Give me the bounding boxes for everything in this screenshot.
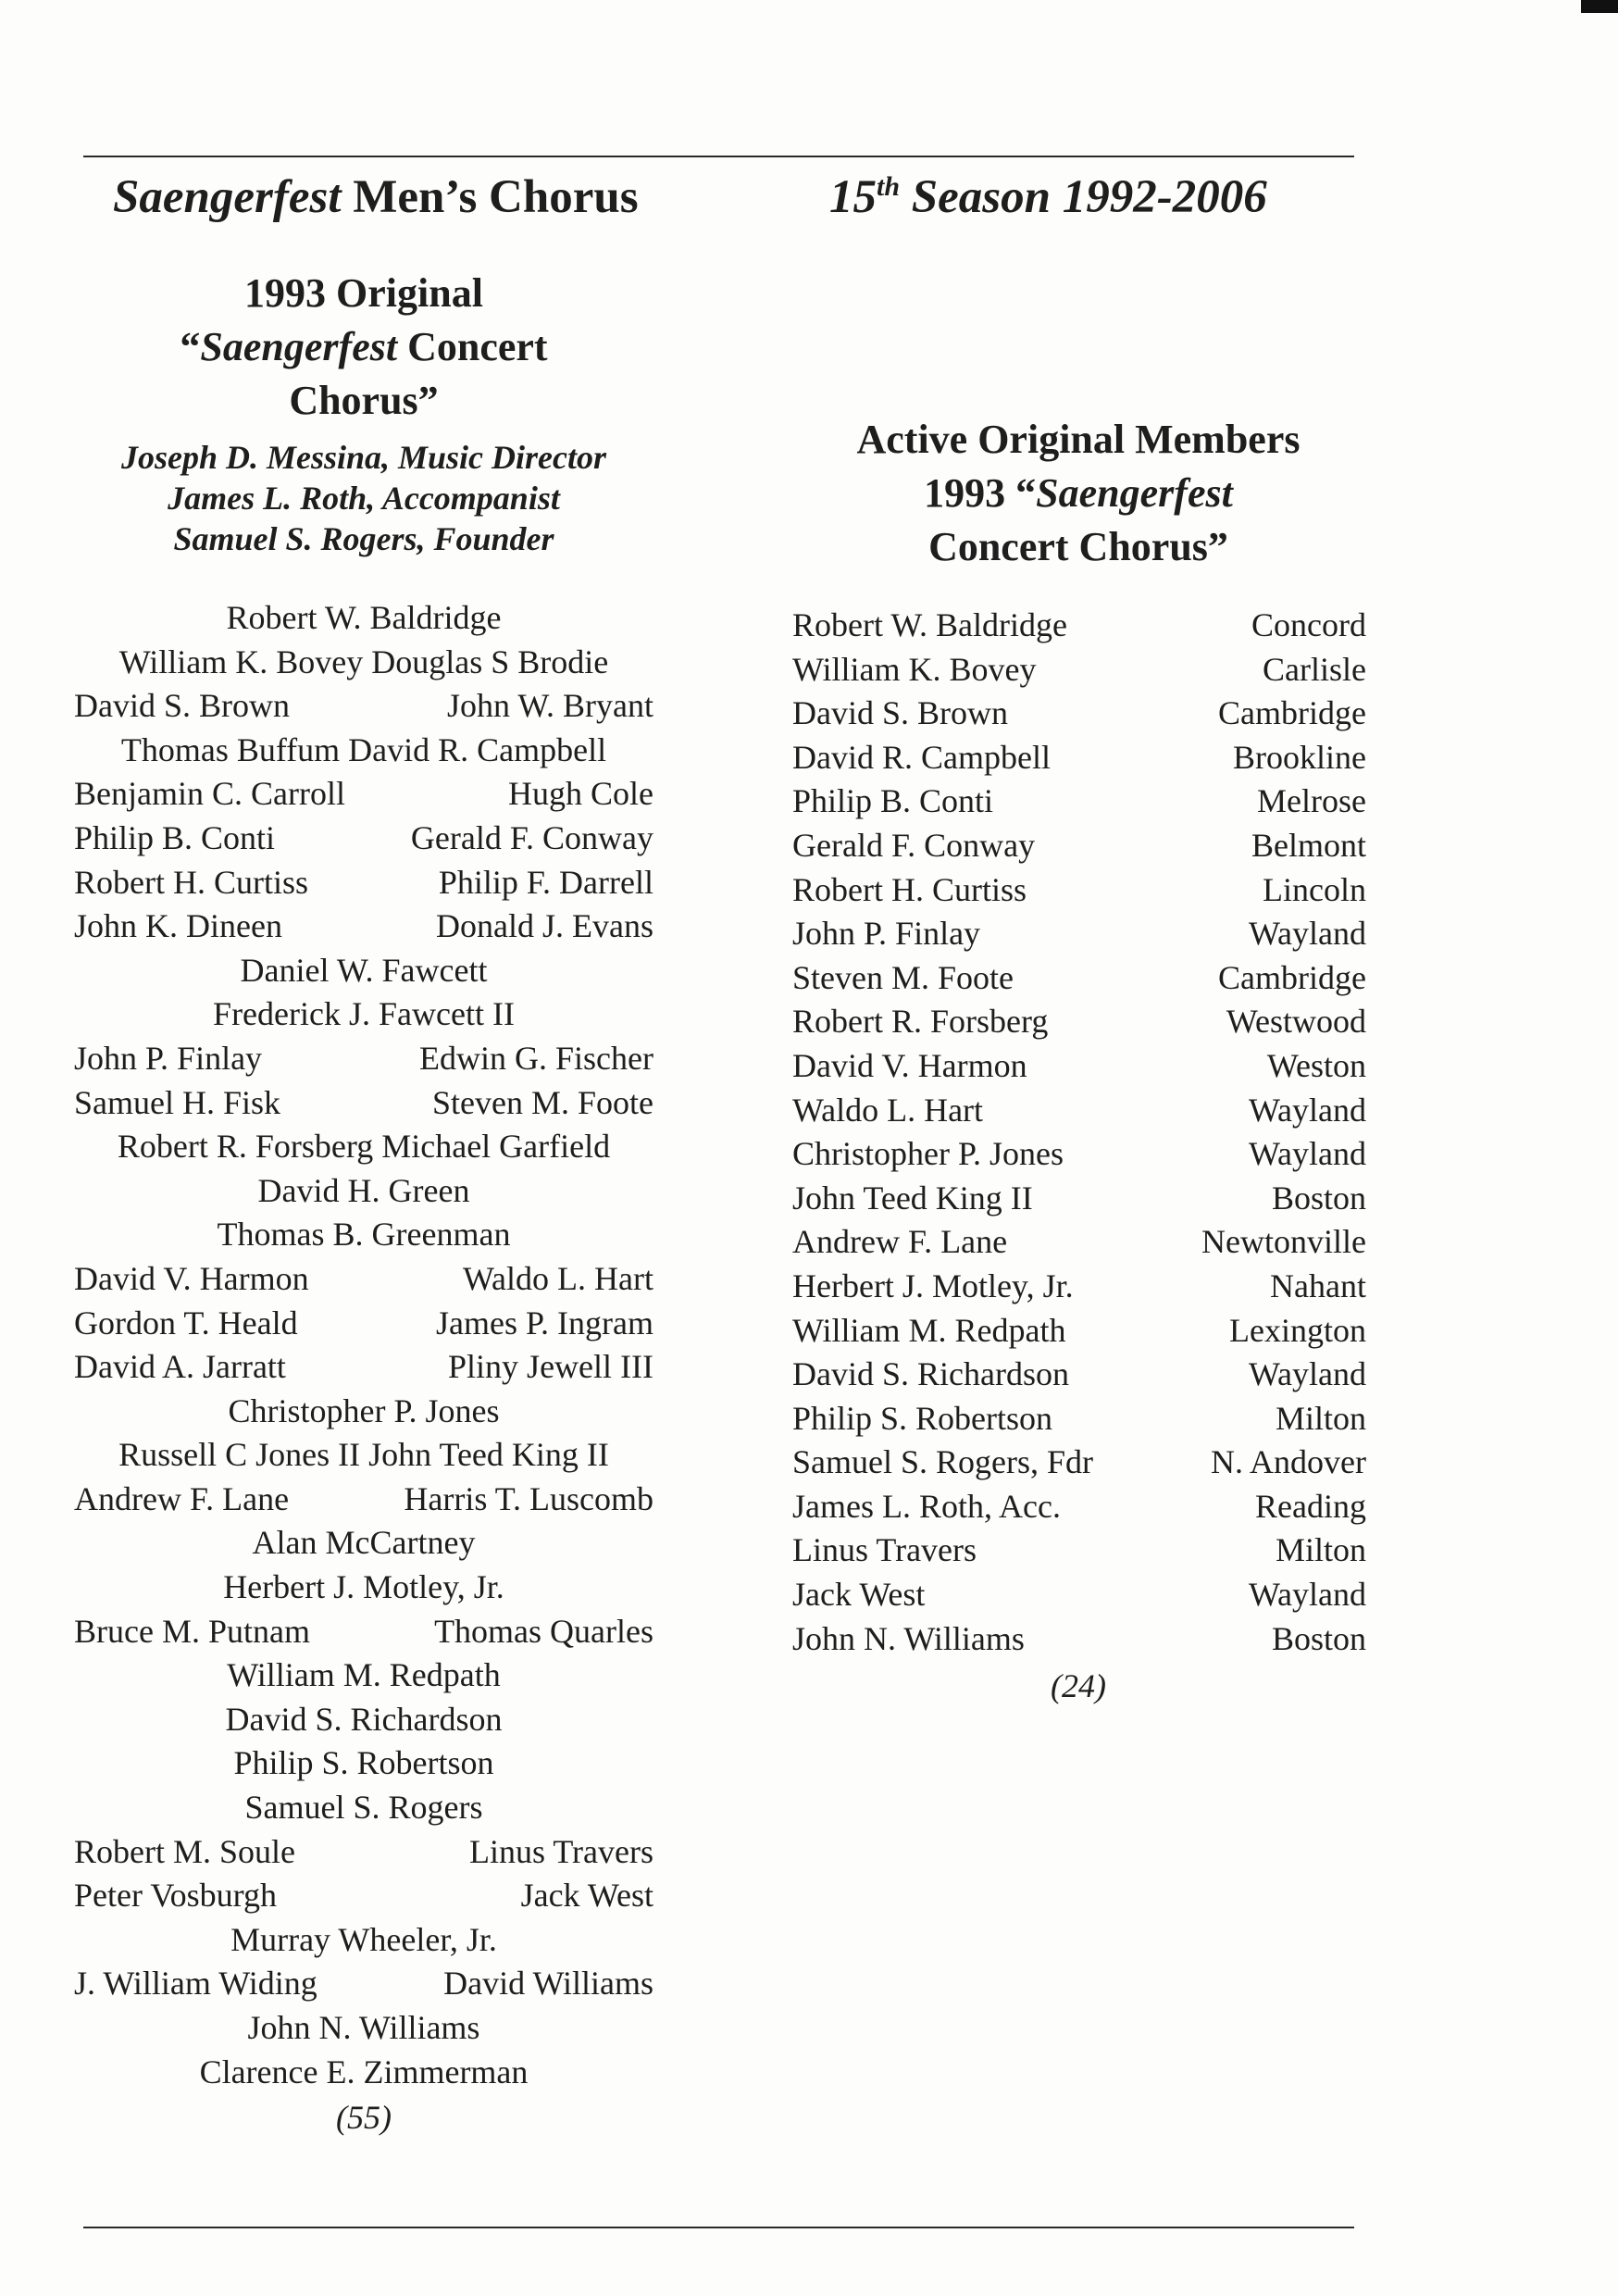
member-town: N. Andover — [1211, 1443, 1366, 1481]
member-name: Thomas Quarles — [434, 1612, 653, 1650]
title-line-2-open: “ — [180, 324, 201, 369]
original-chorus-column — [72, 267, 655, 2140]
member-name: Steven M. Foote — [792, 958, 1014, 996]
season-label — [829, 165, 1267, 230]
member-name: John Teed King II — [792, 1179, 1033, 1217]
roster-row — [72, 1390, 655, 1434]
member-name: William M. Redpath — [227, 1656, 501, 1694]
member-town: Milton — [1275, 1531, 1366, 1569]
active-member-row — [792, 1397, 1366, 1441]
member-name: Gordon T. Heald — [74, 1304, 298, 1341]
member-name: David Williams — [443, 1965, 653, 2003]
member-name: John P. Finlay — [74, 1039, 263, 1077]
bottom-rule — [83, 2227, 1354, 2228]
member-town: Lexington — [1229, 1311, 1366, 1349]
active-member-row — [792, 1309, 1366, 1354]
music-director: Joseph D. Messina, Music Director — [120, 439, 607, 476]
member-name: Robert R. Forsberg Michael Garfield — [117, 1128, 611, 1166]
active-members-column — [787, 413, 1370, 1709]
roster-row — [72, 1698, 655, 1742]
member-town: Nahant — [1270, 1267, 1366, 1304]
active-member-row — [792, 692, 1366, 736]
member-name: Philip S. Robertson — [233, 1744, 494, 1782]
member-name: Waldo L. Hart — [462, 1259, 653, 1297]
roster-row — [72, 1081, 655, 1126]
member-town: Wayland — [1248, 1091, 1366, 1129]
active-member-count: (24) — [1051, 1667, 1106, 1705]
roster-row — [72, 1037, 655, 1081]
member-town: Concord — [1251, 606, 1366, 643]
original-member-list — [72, 596, 655, 2094]
member-town: Boston — [1271, 1619, 1366, 1657]
member-town: Westwood — [1226, 1003, 1366, 1041]
member-town: Carlisle — [1263, 650, 1366, 688]
roster-row — [72, 1213, 655, 1257]
member-name: Herbert J. Motley, Jr. — [223, 1568, 504, 1606]
founder: Samuel S. Rogers, Founder — [173, 520, 554, 557]
original-member-count: (55) — [336, 2099, 392, 2137]
member-town: Cambridge — [1218, 958, 1366, 996]
member-name: Andrew F. Lane — [792, 1223, 1008, 1261]
member-name: Steven M. Foote — [432, 1083, 653, 1121]
member-name: Robert M. Soule — [74, 1832, 295, 1870]
member-town: Reading — [1255, 1487, 1366, 1525]
member-name: Jack West — [792, 1576, 926, 1614]
roster-row — [72, 861, 655, 905]
member-name: David A. Jarratt — [74, 1348, 286, 1386]
member-town: Boston — [1271, 1179, 1366, 1217]
active-member-row — [792, 1177, 1366, 1221]
active-member-row — [792, 956, 1366, 1001]
member-name: Clarence E. Zimmerman — [199, 2053, 529, 2090]
roster-row — [72, 2006, 655, 2051]
active-members-title — [787, 413, 1370, 574]
page-header — [83, 165, 1354, 239]
active-member-row — [792, 604, 1366, 648]
roster-row — [72, 1741, 655, 1786]
member-name: Robert W. Baldridge — [226, 599, 502, 636]
title-line-2 — [72, 320, 655, 374]
member-name: Andrew F. Lane — [74, 1479, 290, 1517]
member-name: Gerald F. Conway — [792, 826, 1036, 864]
member-name: Linus Travers — [468, 1832, 653, 1870]
season-rest: Season 1992-2006 — [900, 171, 1267, 223]
member-name: William M. Redpath — [792, 1311, 1066, 1349]
member-name: Robert H. Curtiss — [792, 870, 1027, 908]
title-line-3: Chorus” — [289, 378, 439, 423]
roster-row — [72, 1918, 655, 1963]
member-name: Jack West — [520, 1877, 653, 1915]
member-name: John N. Williams — [247, 2009, 480, 2046]
member-name: John K. Dineen — [74, 907, 282, 945]
active-title-line-2-pre: 1993 “ — [924, 470, 1037, 516]
member-name: David V. Harmon — [792, 1046, 1027, 1084]
member-name: William K. Bovey Douglas S Brodie — [118, 643, 609, 680]
active-member-row — [792, 1089, 1366, 1133]
roster-row — [72, 817, 655, 861]
member-town: Lincoln — [1263, 870, 1366, 908]
member-name: Christopher P. Jones — [228, 1391, 500, 1429]
roster-row — [72, 729, 655, 773]
member-name: Pliny Jewell III — [448, 1348, 653, 1386]
member-name: Hugh Cole — [508, 775, 653, 813]
scan-edge-mark — [1581, 0, 1618, 13]
active-title-line-2 — [787, 467, 1370, 520]
member-name: David R. Campbell — [792, 738, 1051, 776]
roster-row — [72, 772, 655, 817]
member-name: Philip B. Conti — [792, 782, 994, 820]
roster-row — [72, 1302, 655, 1346]
member-name: Herbert J. Motley, Jr. — [792, 1267, 1074, 1304]
roster-row — [72, 1653, 655, 1698]
roster-row — [72, 641, 655, 685]
roster-row — [72, 596, 655, 641]
active-title-line-1: Active Original Members — [856, 417, 1301, 462]
member-name: Waldo L. Hart — [792, 1091, 984, 1129]
member-name: Samuel S. Rogers, Fdr — [792, 1443, 1094, 1481]
active-member-row — [792, 1132, 1366, 1177]
member-name: Robert H. Curtiss — [74, 863, 309, 901]
active-member-row — [792, 1441, 1366, 1485]
roster-row — [72, 1786, 655, 1830]
roster-row — [72, 1874, 655, 1918]
member-name: Frederick J. Fawcett II — [213, 995, 515, 1033]
active-member-row — [792, 648, 1366, 693]
member-name: Samuel S. Rogers — [244, 1789, 483, 1827]
active-member-row — [792, 1353, 1366, 1397]
original-chorus-title — [72, 267, 655, 428]
member-name: David S. Richardson — [225, 1700, 503, 1738]
member-town: Wayland — [1248, 915, 1366, 953]
member-town: Belmont — [1251, 826, 1366, 864]
member-name: James L. Roth, Acc. — [792, 1487, 1061, 1525]
active-title-line-2-italic: Saengerfest — [1036, 470, 1233, 516]
roster-row — [72, 2051, 655, 2095]
member-name: James P. Ingram — [436, 1304, 653, 1341]
active-member-row — [792, 1529, 1366, 1573]
roster-row — [72, 1521, 655, 1566]
member-name: Thomas Buffum David R. Campbell — [120, 730, 607, 768]
member-name: Philip S. Robertson — [792, 1399, 1053, 1437]
active-member-row — [792, 1265, 1366, 1309]
member-town: Wayland — [1248, 1576, 1366, 1614]
chorus-name-italic: Saengerfest — [113, 171, 342, 223]
roster-row — [72, 1566, 655, 1610]
title-line-1: 1993 Original — [244, 270, 483, 316]
member-town: Milton — [1275, 1399, 1366, 1437]
roster-row — [72, 1257, 655, 1302]
chorus-name — [113, 165, 639, 230]
member-name: Alan McCartney — [252, 1524, 476, 1562]
member-name: Benjamin C. Carroll — [74, 775, 345, 813]
active-member-row — [792, 912, 1366, 956]
active-title-line-3: Concert Chorus” — [928, 524, 1228, 569]
chorus-name-rest: Men’s Chorus — [341, 171, 639, 223]
roster-row — [72, 1345, 655, 1390]
member-name: Christopher P. Jones — [792, 1135, 1064, 1173]
active-member-row — [792, 1000, 1366, 1044]
member-name: J. William Widing — [74, 1965, 317, 2003]
roster-row — [72, 1610, 655, 1654]
roster-row — [72, 1169, 655, 1214]
staff-credits — [72, 437, 655, 559]
member-name: Edwin G. Fischer — [419, 1039, 653, 1077]
roster-row — [72, 1125, 655, 1169]
roster-row — [72, 684, 655, 729]
member-name: Robert W. Baldridge — [792, 606, 1067, 643]
season-suffix: th — [877, 171, 901, 202]
active-member-row — [792, 1617, 1366, 1662]
season-number: 15 — [829, 171, 877, 223]
member-name: Harris T. Luscomb — [404, 1479, 653, 1517]
member-town: Brookline — [1233, 738, 1366, 776]
active-member-row — [792, 736, 1366, 780]
roster-row — [72, 992, 655, 1037]
roster-row — [72, 1478, 655, 1522]
accompanist: James L. Roth, Accompanist — [168, 480, 560, 517]
roster-row — [72, 1830, 655, 1875]
active-member-row — [792, 1573, 1366, 1617]
roster-row — [72, 1962, 655, 2006]
member-name: Russell C Jones II John Teed King II — [118, 1436, 609, 1474]
roster-row — [72, 905, 655, 949]
member-name: David S. Brown — [74, 687, 290, 725]
roster-row — [72, 949, 655, 993]
member-name: David S. Richardson — [792, 1355, 1069, 1393]
member-name: Philip F. Darrell — [438, 863, 653, 901]
active-member-list — [787, 604, 1366, 1661]
roster-row — [72, 1433, 655, 1478]
member-name: Gerald F. Conway — [410, 818, 653, 856]
member-name: John W. Bryant — [446, 687, 653, 725]
member-name: David V. Harmon — [74, 1259, 309, 1297]
member-name: Daniel W. Fawcett — [240, 951, 488, 989]
member-name: David S. Brown — [792, 694, 1008, 732]
active-member-row — [792, 868, 1366, 913]
member-name: Linus Travers — [792, 1531, 977, 1569]
member-name: William K. Bovey — [792, 650, 1037, 688]
member-name: Donald J. Evans — [436, 907, 653, 945]
active-member-row — [792, 1220, 1366, 1265]
member-name: Philip B. Conti — [74, 818, 276, 856]
member-town: Wayland — [1248, 1355, 1366, 1393]
member-name: Bruce M. Putnam — [74, 1612, 310, 1650]
top-rule — [83, 156, 1354, 157]
member-name: Peter Vosburgh — [74, 1877, 278, 1915]
member-name: John P. Finlay — [792, 915, 981, 953]
active-member-row — [792, 780, 1366, 824]
active-member-row — [792, 1044, 1366, 1089]
member-name: John N. Williams — [792, 1619, 1025, 1657]
active-member-row — [792, 1485, 1366, 1529]
member-name: Thomas B. Greenman — [217, 1216, 511, 1254]
member-name: Robert R. Forsberg — [792, 1003, 1049, 1041]
member-name: Samuel H. Fisk — [74, 1083, 281, 1121]
active-member-row — [792, 824, 1366, 868]
member-town: Weston — [1266, 1046, 1366, 1084]
member-town: Melrose — [1257, 782, 1366, 820]
title-line-2-rest: Concert — [397, 324, 548, 369]
member-town: Newtonville — [1201, 1223, 1366, 1261]
member-town: Wayland — [1248, 1135, 1366, 1173]
member-name: Murray Wheeler, Jr. — [230, 1920, 497, 1958]
member-town: Cambridge — [1218, 694, 1366, 732]
member-name: David H. Green — [257, 1171, 470, 1209]
title-line-2-italic: Saengerfest — [200, 324, 398, 369]
